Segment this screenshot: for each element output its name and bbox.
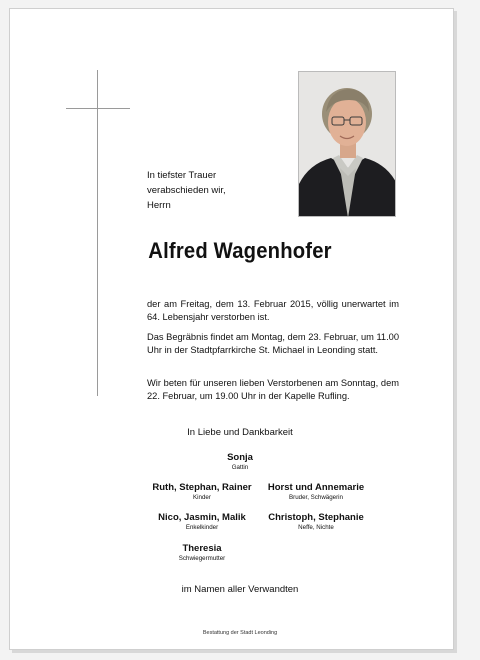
cross-vertical-bar — [97, 70, 98, 396]
mourner-relation: Neffe, Nichte — [298, 524, 334, 531]
mourner-names: Sonja — [227, 452, 253, 463]
portrait-photo — [298, 71, 396, 217]
deceased-name: Alfred Wagenhofer — [148, 238, 332, 263]
intro-line: verabschieden wir, — [147, 185, 226, 196]
funeral-paragraph: Das Begräbnis findet am Montag, dem 23. Februar, um 11.00 Uhr in der Stadtpfarrkirche St. Michael in Leonding statt. — [147, 332, 400, 355]
mourner-entry — [256, 482, 376, 501]
intro-line: In tiefster Trauer — [147, 170, 217, 181]
death-notice-paragraph: der am Freitag, dem 13. Februar 2015, völlig unerwartet im 64. Lebensjahr verstorben ist. — [147, 299, 399, 322]
mourner-entry — [140, 512, 264, 531]
intro-text — [147, 168, 226, 213]
mourner-names: Horst und Annemarie — [267, 482, 365, 493]
closing-line: im Namen aller Verwandten — [181, 584, 299, 595]
mourner-names: Theresia — [182, 543, 222, 554]
mourner-relation: Bruder, Schwägerin — [289, 494, 343, 501]
mourner-entry — [140, 543, 264, 562]
mourner-relation: Gattin — [231, 464, 249, 471]
thanks-line: In Liebe und Dankbarkeit — [187, 427, 293, 438]
mourner-entry — [256, 512, 376, 531]
mourner-relation: Kinder — [193, 494, 211, 501]
cross-horizontal-bar — [66, 108, 130, 109]
prayer-paragraph: Wir beten für unseren lieben Verstorbenen am Sonntag, dem 22. Februar, um 19.00 Uhr in der Kapelle Rufling. — [147, 378, 399, 401]
mourner-names: Nico, Jasmin, Malik — [158, 512, 246, 523]
portrait-illustration — [299, 72, 396, 217]
mourner-entry — [140, 482, 264, 501]
mourner-relation: Enkelkinder — [185, 524, 219, 531]
funeral-home-credit: Bestattung der Stadt Leonding — [202, 630, 278, 636]
mourner-names: Christoph, Stephanie — [268, 512, 364, 523]
mourner-entry — [190, 452, 290, 471]
mourner-relation: Schwiegermutter — [178, 555, 226, 562]
mourner-names: Ruth, Stephan, Rainer — [152, 482, 252, 493]
intro-line: Herrn — [147, 200, 171, 211]
